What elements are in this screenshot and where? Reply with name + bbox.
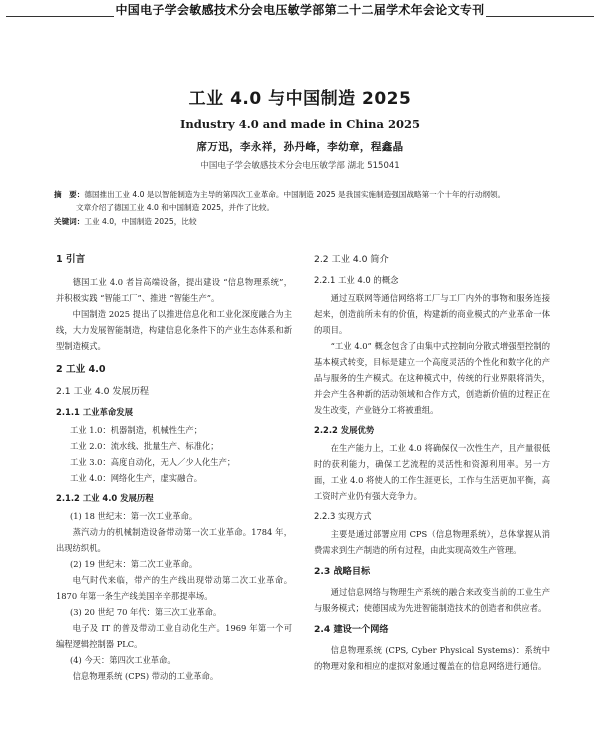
- paragraph: 电子及 IT 的普及带动工业自动化生产。1969 年第一个可编程逻辑控制器 PLC。: [56, 623, 292, 649]
- abstract-line-2: 文章介绍了德国工业 4.0 和中国制造 2025，并作了比较。: [76, 203, 275, 212]
- running-header: [0, 0, 600, 20]
- list-item: (2) 19 世纪末：第二次工业革命。: [70, 559, 198, 569]
- section-2-2-3-title: 2.2.3 实现方式: [314, 511, 372, 521]
- title-block: [0, 84, 600, 171]
- paragraph: 信息物理系统 (CPS, Cyber Physical Systems)：系统中的物理对象和相应的虚拟对象通过覆盖在的信息网络进行通信。: [314, 645, 550, 671]
- list-item: 工业 3.0：高度自动化，无人／少人化生产；: [70, 457, 236, 467]
- header-rule-right: [486, 16, 594, 17]
- paragraph: 在生产能力上，工业 4.0 将确保仅一次性生产，且产量很低时的获利能力，确保工艺流程的灵活性和资源利用率。另一方面，工业 4.0 将使人的工作生涯更长，工作与生活更加平衡，高工资时产业仍有强大竞争力。: [314, 443, 550, 501]
- paragraph: 主要是通过部署应用 CPS（信息物理系统），总体掌握从消费需求到生产制造的所有过程，由此实现高效生产管理。: [314, 529, 550, 555]
- list-item: 工业 4.0：网络化生产，虚实融合。: [70, 473, 202, 483]
- abstract: [54, 188, 554, 214]
- section-2-title: 2 工业 4.0: [56, 364, 106, 375]
- section-1-paragraph-1: 德国工业 4.0 者旨高端设备，提出建设 “信息物理系统”，并积极实践 “智能工厂”、推进 “智能生产”。: [56, 277, 292, 303]
- paragraph: 电气时代来临，带产的生产线出现带动第二次工业革命。1870 年第一条生产线美国辛辛那提率场。: [56, 575, 292, 601]
- keywords: [54, 216, 554, 227]
- list-item: 工业 1.0：机器制造，机械性生产；: [70, 425, 202, 435]
- section-2-1-2-title: 2.1.2 工业 4.0 发展历程: [56, 493, 154, 503]
- list-item: (3) 20 世纪 70 年代：第三次工业革命。: [70, 607, 222, 617]
- right-column: [314, 252, 550, 674]
- affiliation: 中国电子学会敏感技术分会电压敏学部 湖北 515041: [200, 161, 400, 171]
- authors: 席万迅，李永祥，孙丹峰，李幼章，程鑫晶: [196, 141, 404, 153]
- section-1-title: 1 引言: [56, 254, 86, 265]
- keywords-label: 关键词：: [54, 217, 85, 226]
- keywords-text: 工业 4.0，中国制造 2025，比较: [84, 217, 197, 226]
- paragraph: 蒸汽动力的机械制造设备带动第一次工业革命。1784 年，出现纺织机。: [56, 527, 292, 553]
- paragraph: 信息物理系统 (CPS) 带动的工业革命。: [72, 671, 219, 681]
- list-item: 工业 2.0：流水线、批量生产、标准化；: [70, 441, 219, 451]
- section-1-paragraph-2: 中国制造 2025 提出了以推进信息化和工业化深度融合为主线，大力发展智能制造，构建信息化条件下的产业生态体系和新型制造模式。: [56, 309, 292, 351]
- abstract-line-1: 德国推出工业 4.0 是以智能制造为主导的第四次工业革命。中国制造 2025 是我国实施制造强国战略第一个十年的行动纲领。: [84, 190, 506, 199]
- left-column: [56, 252, 292, 684]
- paper-title-en: Industry 4.0 and made in China 2025: [180, 117, 420, 131]
- section-2-3-title: 2.3 战略目标: [314, 566, 371, 577]
- section-2-2-title: 2.2 工业 4.0 简介: [314, 254, 389, 265]
- paragraph: “工业 4.0” 概念包含了由集中式控制向分散式增强型控制的基本模式转变，目标是建立一个高度灵活的个性化和数字化的产品与服务的生产模式。在这种模式中，传统的行业界限将消失，并会产生各种新的活动领域和合作方式，创造新价值的过程正在发生改变，产业链分工将被重组。: [314, 341, 550, 415]
- paragraph: 通过信息网络与物理生产系统的融合来改变当前的工业生产与服务模式；使德国成为先进智能制造技术的创造者和供应者。: [314, 587, 550, 613]
- section-2-1-1-title: 2.1.1 工业革命发展: [56, 407, 134, 417]
- list-item: (4) 今天：第四次工业革命。: [70, 655, 176, 665]
- section-2-4-title: 2.4 建设一个网络: [314, 624, 389, 635]
- section-2-2-1-title: 2.2.1 工业 4.0 的概念: [314, 275, 399, 285]
- paragraph: 通过互联网等通信网络将工厂与工厂内外的事物和服务连接起来，创造前所未有的价值，构建新的商业模式的产业革命一体的项目。: [314, 293, 550, 335]
- paper-title-cn: 工业 4.0 与中国制造 2025: [188, 89, 412, 109]
- section-2-2-2-title: 2.2.2 发展优势: [314, 425, 375, 435]
- journal-header: 中国电子学会敏感技术分会电压敏学部第二十二届学术年会论文专刊: [115, 3, 485, 17]
- section-2-1-title: 2.1 工业 4.0 发展历程: [56, 386, 150, 397]
- abstract-label: 摘 要：: [54, 190, 85, 199]
- list-item: (1) 18 世纪末：第一次工业革命。: [70, 511, 198, 521]
